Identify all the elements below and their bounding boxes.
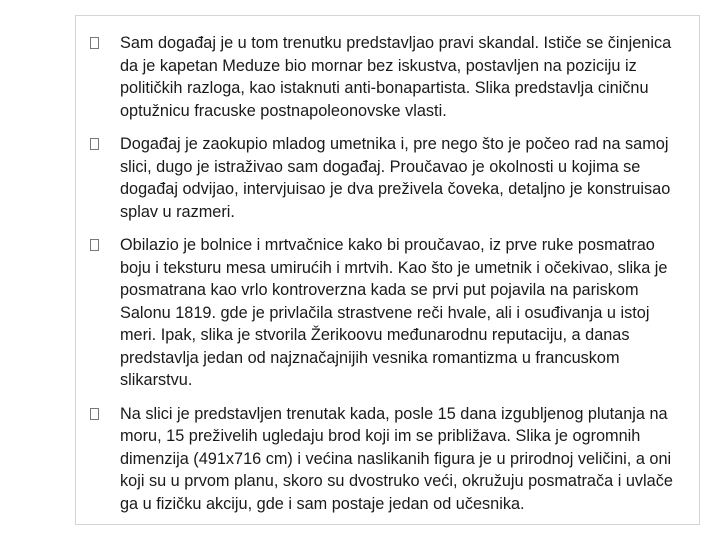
- bullet-text: Sam događaj je u tom trenutku predstavljao pravi skandal. Ističe se činjenica da je kapetan Meduze bio mornar bez iskustva, postavljen na poziciju iz političkih razloga, kao istaknuti anti-bonapartista. Slika predstavlja ciničnu optužnicu fracuske postnapoleonovske vlasti.: [120, 34, 672, 120]
- bullet-text: Na slici je predstavljen trenutak kada, posle 15 dana izgubljenog plutanja na moru, 15 preživelih ugledaju brod koji im se približava. Slika je ogromnih dimenzija (491x716 cm) i većina naslikanih figura je u prirodnoj veličini, a oni koji su u prvom planu, skoro su dvostruko veći, okružuju posmatrača i uvlače ga u fizičku akciju, gde i sam postaje jedan od učesnika.: [120, 404, 673, 513]
- bullet-square-icon: [90, 408, 99, 420]
- bullet-list: [90, 32, 690, 526]
- bullet-item: [90, 32, 690, 122]
- bullet-square-icon: [90, 37, 99, 49]
- bullet-square-icon: [90, 138, 99, 150]
- bullet-square-icon: [90, 239, 99, 251]
- bullet-item: [90, 403, 690, 516]
- bullet-text: Događaj je zaokupio mladog umetnika i, pre nego što je počeo rad na samoj slici, dugo je istraživao sam događaj. Proučavao je okolnosti u kojima se događaj odvijao, intervjuisao je dva preživela čoveka, detaljno je konstruisao splav u razmeri.: [120, 135, 671, 221]
- bullet-item: [90, 133, 690, 223]
- bullet-text: Obilazio je bolnice i mrtvačnice kako bi proučavao, iz prve ruke posmatrao boju i teksturu mesa umirućih i mrtvih. Kao što je umetnik i očekivao, slika je posmatrana kao vrlo kontroverzna kada se prvi put pojavila na pariskom Salonu 1819. gde je privlačila strastvene reči hvale, ali i osuđivanja u istoj meri. Ipak, slika je stvorila Žerikoovu međunarodnu reputaciju, a danas predstavlja jedan od najznačajnijih vesnika romantizma u francuskom slikarstvu.: [120, 236, 668, 389]
- bullet-item: [90, 234, 690, 392]
